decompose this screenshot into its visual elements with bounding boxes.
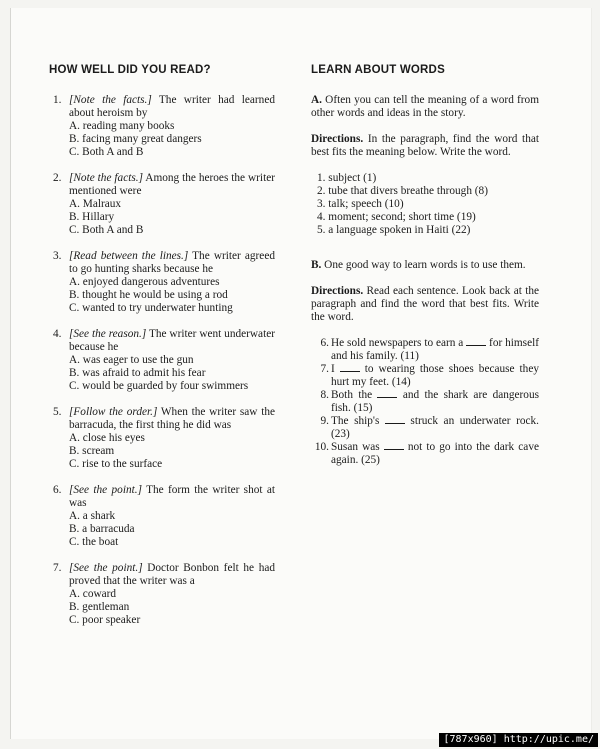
answer-option: B. was afraid to admit his fear xyxy=(69,367,206,379)
vocab-item: 3. talk; speech (10) xyxy=(317,198,404,210)
directions-1-text: In the paragraph, find the word that best fits the meaning below. Write the word. xyxy=(311,133,539,158)
sentence-before: I xyxy=(331,363,340,375)
question-number: 4. xyxy=(53,328,62,340)
answer-option: B. facing many great dangers xyxy=(69,133,202,145)
question-text: The writer had learned about heroism by xyxy=(69,94,275,119)
sentence-number: 6. xyxy=(320,337,329,349)
question-item xyxy=(49,94,275,159)
question-item xyxy=(49,562,275,627)
question-text: Doctor Bonbon felt he had proved that the writer was a xyxy=(69,562,276,587)
sentence-after: and the shark are dangerous fish. (15) xyxy=(331,389,540,414)
question-item xyxy=(49,172,275,237)
question-number: 1. xyxy=(53,94,62,106)
sentence-before: Both the xyxy=(331,389,378,401)
question-tag: [See the point.] xyxy=(69,562,143,574)
question-text: The writer agreed to go hunting sharks because he xyxy=(69,250,275,275)
sentence-item xyxy=(311,415,539,441)
question-text: When the writer saw the barracuda, the first thing he did was xyxy=(69,406,275,431)
question-number: 3. xyxy=(53,250,62,262)
sentence-number: 9. xyxy=(320,415,329,427)
sentence-before: He sold newspapers to earn a xyxy=(331,337,467,349)
section-a-intro xyxy=(311,94,539,120)
sentence-item xyxy=(311,337,539,363)
answer-blank[interactable] xyxy=(385,415,405,424)
spacer xyxy=(311,237,539,259)
question-item xyxy=(49,406,275,471)
answer-option: C. would be guarded by four swimmers xyxy=(69,380,249,392)
question-list xyxy=(49,94,275,627)
question-text: The writer went underwater because he xyxy=(69,328,275,353)
sentence-after: for himself and his family. (11) xyxy=(331,337,539,362)
vocab-item: 2. tube that divers breathe through (8) xyxy=(317,185,488,197)
answer-option: B. gentleman xyxy=(69,601,130,613)
directions-1 xyxy=(311,133,539,159)
question-number: 6. xyxy=(53,484,62,496)
sentence-item xyxy=(311,389,539,415)
question-stem xyxy=(69,562,275,588)
answer-option: A. enjoyed dangerous adventures xyxy=(69,276,220,288)
answer-option: C. poor speaker xyxy=(69,614,141,626)
sentence-after: not to go into the dark cave again. (25) xyxy=(331,441,539,466)
answer-option: A. coward xyxy=(69,588,117,600)
right-heading: LEARN ABOUT WORDS xyxy=(311,64,445,76)
question-tag: [Follow the order.] xyxy=(69,406,158,418)
answer-blank[interactable] xyxy=(384,441,404,450)
sentence-list xyxy=(311,337,539,467)
answer-option: B. a barracuda xyxy=(69,523,135,535)
directions-2-label: Directions. xyxy=(311,285,364,297)
question-stem xyxy=(69,172,275,198)
answer-option: B. thought he would be using a rod xyxy=(69,289,228,301)
question-number: 2. xyxy=(53,172,62,184)
answer-option: A. a shark xyxy=(69,510,116,522)
answer-option: C. Both A and B xyxy=(69,146,144,158)
vocab-item: 4. moment; second; short time (19) xyxy=(317,211,476,223)
question-tag: [See the reason.] xyxy=(69,328,147,340)
question-tag: [See the point.] xyxy=(69,484,142,496)
question-item xyxy=(49,484,275,549)
vocab-item: 1. subject (1) xyxy=(317,172,377,184)
directions-1-label: Directions. xyxy=(311,133,364,145)
sentence-number: 10. xyxy=(314,441,329,453)
directions-2-text: Read each sentence. Look back at the paragraph and find the word that best fits. Write the word. xyxy=(311,285,539,323)
sentence-before: Susan was xyxy=(331,441,384,453)
answer-option: A. was eager to use the gun xyxy=(69,354,194,366)
sentence-after: struck an underwater rock. (23) xyxy=(331,415,539,440)
question-stem xyxy=(69,406,275,432)
question-item xyxy=(49,328,275,393)
sentence-item xyxy=(311,441,539,467)
left-column xyxy=(49,64,275,640)
sentence-number: 7. xyxy=(320,363,329,375)
sentence-item xyxy=(311,363,539,389)
sentence-after: to wearing those shoes because they hurt my feet. (14) xyxy=(331,363,539,388)
answer-option: B. scream xyxy=(69,445,115,457)
question-text: The form the writer shot at was xyxy=(69,484,275,509)
question-number: 7. xyxy=(53,562,62,574)
question-stem xyxy=(69,94,275,120)
sentence-number: 8. xyxy=(320,389,329,401)
section-b-intro xyxy=(311,259,539,272)
question-stem xyxy=(69,250,275,276)
sentence-before: The ship's xyxy=(331,415,385,427)
question-number: 5. xyxy=(53,406,62,418)
question-tag: [Note the facts.] xyxy=(69,94,152,106)
answer-option: C. Both A and B xyxy=(69,224,144,236)
left-heading: HOW WELL DID YOU READ? xyxy=(49,64,211,76)
answer-option: A. Malraux xyxy=(69,198,122,210)
answer-blank[interactable] xyxy=(377,389,397,398)
answer-blank[interactable] xyxy=(340,363,360,372)
vocab-list xyxy=(317,172,539,237)
watermark: [787x960] http://upic.me/ xyxy=(439,733,598,747)
section-b-label: B. xyxy=(311,259,322,271)
answer-option: A. close his eyes xyxy=(69,432,145,444)
answer-blank[interactable] xyxy=(466,337,486,346)
answer-option: B. Hillary xyxy=(69,211,115,223)
question-stem xyxy=(69,484,275,510)
question-stem xyxy=(69,328,275,354)
question-item xyxy=(49,250,275,315)
section-a-label: A. xyxy=(311,94,322,106)
vocab-item: 5. a language spoken in Haiti (22) xyxy=(317,224,471,236)
page xyxy=(10,8,592,739)
directions-2 xyxy=(311,285,539,324)
answer-option: C. rise to the surface xyxy=(69,458,163,470)
question-tag: [Note the facts.] xyxy=(69,172,143,184)
question-text: Among the heroes the writer mentioned were xyxy=(69,172,275,197)
question-tag: [Read between the lines.] xyxy=(69,250,189,262)
answer-option: C. wanted to try underwater hunting xyxy=(69,302,233,314)
section-b-text: One good way to learn words is to use them. xyxy=(321,259,526,271)
answer-option: A. reading many books xyxy=(69,120,175,132)
right-column xyxy=(311,64,539,467)
answer-option: C. the boat xyxy=(69,536,119,548)
section-a-text: Often you can tell the meaning of a word from other words and ideas in the story. xyxy=(311,94,539,119)
